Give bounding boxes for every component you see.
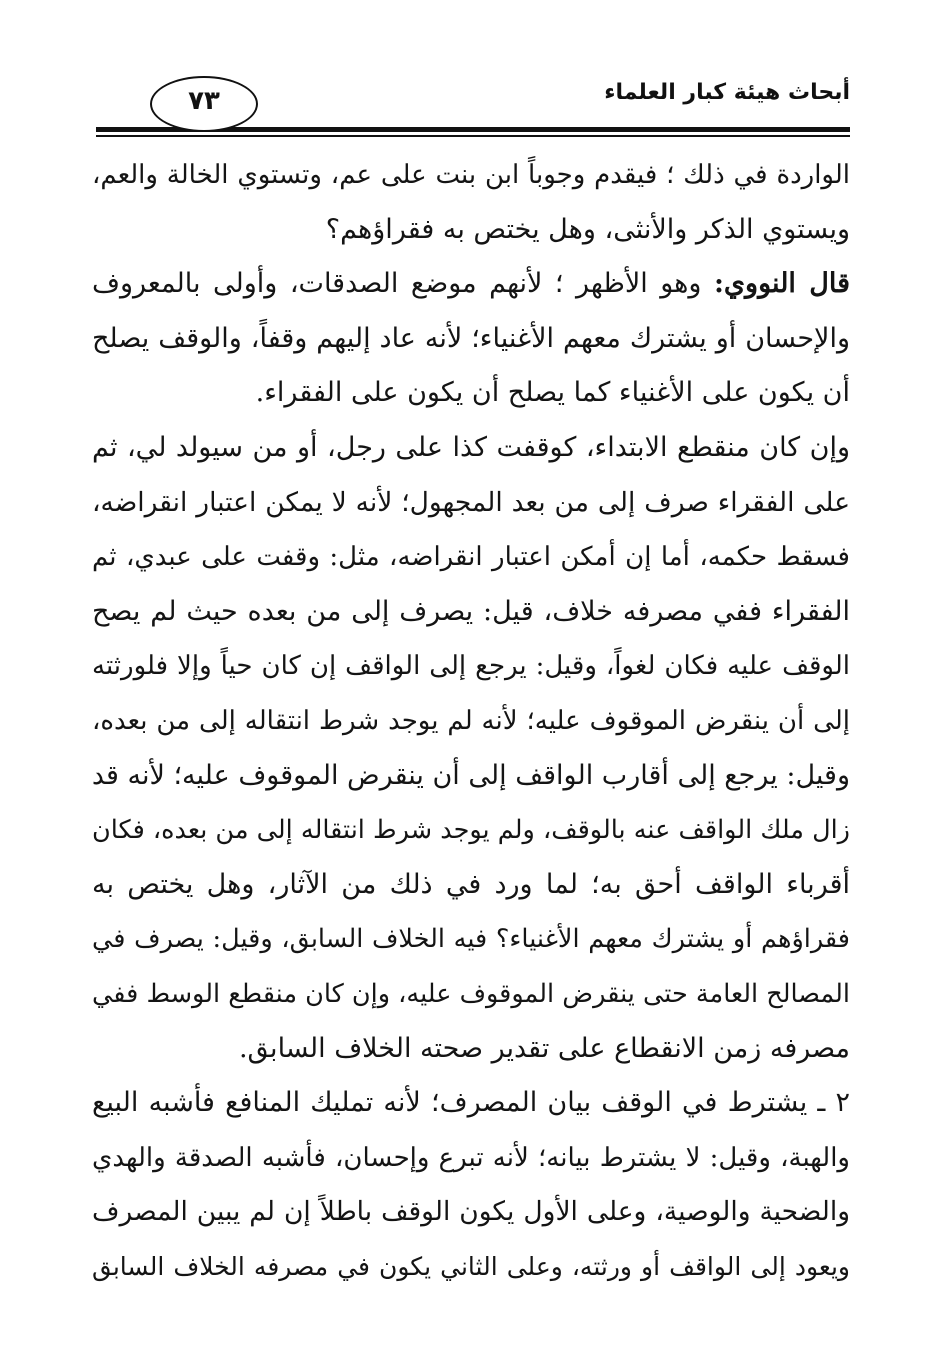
text-line: أن يكون على الأغنياء كما يصلح أن يكون على الفقراء.	[255, 377, 850, 409]
text-line: فقراؤهم أو يشترك معهم الأغنياء؟ فيه الخلاف السابق، وقيل: يصرف في	[92, 924, 850, 955]
text-line: والإحسان أو يشترك معهم الأغنياء؛ لأنه عاد إليهم وقفاً، والوقف يصلح	[92, 322, 850, 354]
page-number: ٧٣	[188, 86, 220, 116]
text-line: ويعود إلى الواقف أو ورثته، وعلى الثاني يكون في مصرفه الخلاف السابق	[92, 1251, 850, 1281]
header-rule-thin	[96, 135, 850, 137]
body-text	[92, 148, 850, 1294]
text-line: والهبة، وقيل: لا يشترط بيانه؛ لأنه تبرع وإحسان، فأشبه الصدقة والهدي	[92, 1142, 850, 1173]
text-line-rest: وهو الأظهر ؛ لأنهم موضع الصدقات، وأولى بالمعروف	[92, 268, 702, 300]
text-line-with-lead	[92, 257, 850, 312]
text-line: أقرباء الواقف أحق به؛ لما ورد في ذلك من الآثار، وهل يختص به	[92, 868, 850, 900]
text-line: وقيل: يرجع إلى أقارب الواقف إلى أن ينقرض الموقوف عليه؛ لأنه قد	[92, 759, 850, 791]
text-line: زال ملك الواقف عنه بالوقف، ولم يوجد شرط انتقاله إلى من بعده، فكان	[92, 815, 850, 846]
text-line: ٢ ـ يشترط في الوقف بيان المصرف؛ لأنه تمليك المنافع فأشبه البيع	[92, 1087, 850, 1119]
running-title: أبحاث هيئة كبار العلماء	[604, 80, 850, 105]
text-line: الفقراء ففي مصرفه خلاف، قيل: يصرف إلى من بعده حيث لم يصح	[92, 595, 850, 627]
text-line: مصرفه زمن الانقطاع على تقدير صحته الخلاف السابق.	[238, 1032, 850, 1064]
text-line: على الفقراء صرف إلى من بعد المجهول؛ لأنه لا يمكن اعتبار انقراضه،	[92, 486, 850, 518]
page-number-oval	[150, 76, 258, 132]
text-line: وإن كان منقطع الابتداء، كوقفت كذا على رجل، أو من سيولد لي، ثم	[92, 431, 850, 463]
text-line: الوقف عليه فكان لغواً، وقيل: يرجع إلى الواقف إن كان حياً وإلا فلورثته	[92, 651, 850, 682]
text-line: الواردة في ذلك ؛ فيقدم وجوباً ابن بنت على عم، وتستوي الخالة والعم،	[92, 160, 850, 190]
text-line: المصالح العامة حتى ينقرض الموقوف عليه، وإن كان منقطع الوسط ففي	[92, 978, 850, 1009]
text-line: إلى أن ينقرض الموقوف عليه؛ لأنه لم يوجد شرط انتقاله إلى من بعده،	[92, 705, 850, 736]
text-line: والضحية والوصية، وعلى الأول يكون الوقف باطلاً إن لم يبين المصرف	[92, 1196, 850, 1228]
text-line: ويستوي الذكر والأنثى، وهل يختص به فقراؤهم؟	[325, 213, 850, 245]
text-line: فسقط حكمه، أما إن أمكن اعتبار انقراضه، مثل: وقفت على عبدي، ثم	[92, 542, 850, 573]
quote-lead: قال النووي:	[713, 268, 850, 300]
